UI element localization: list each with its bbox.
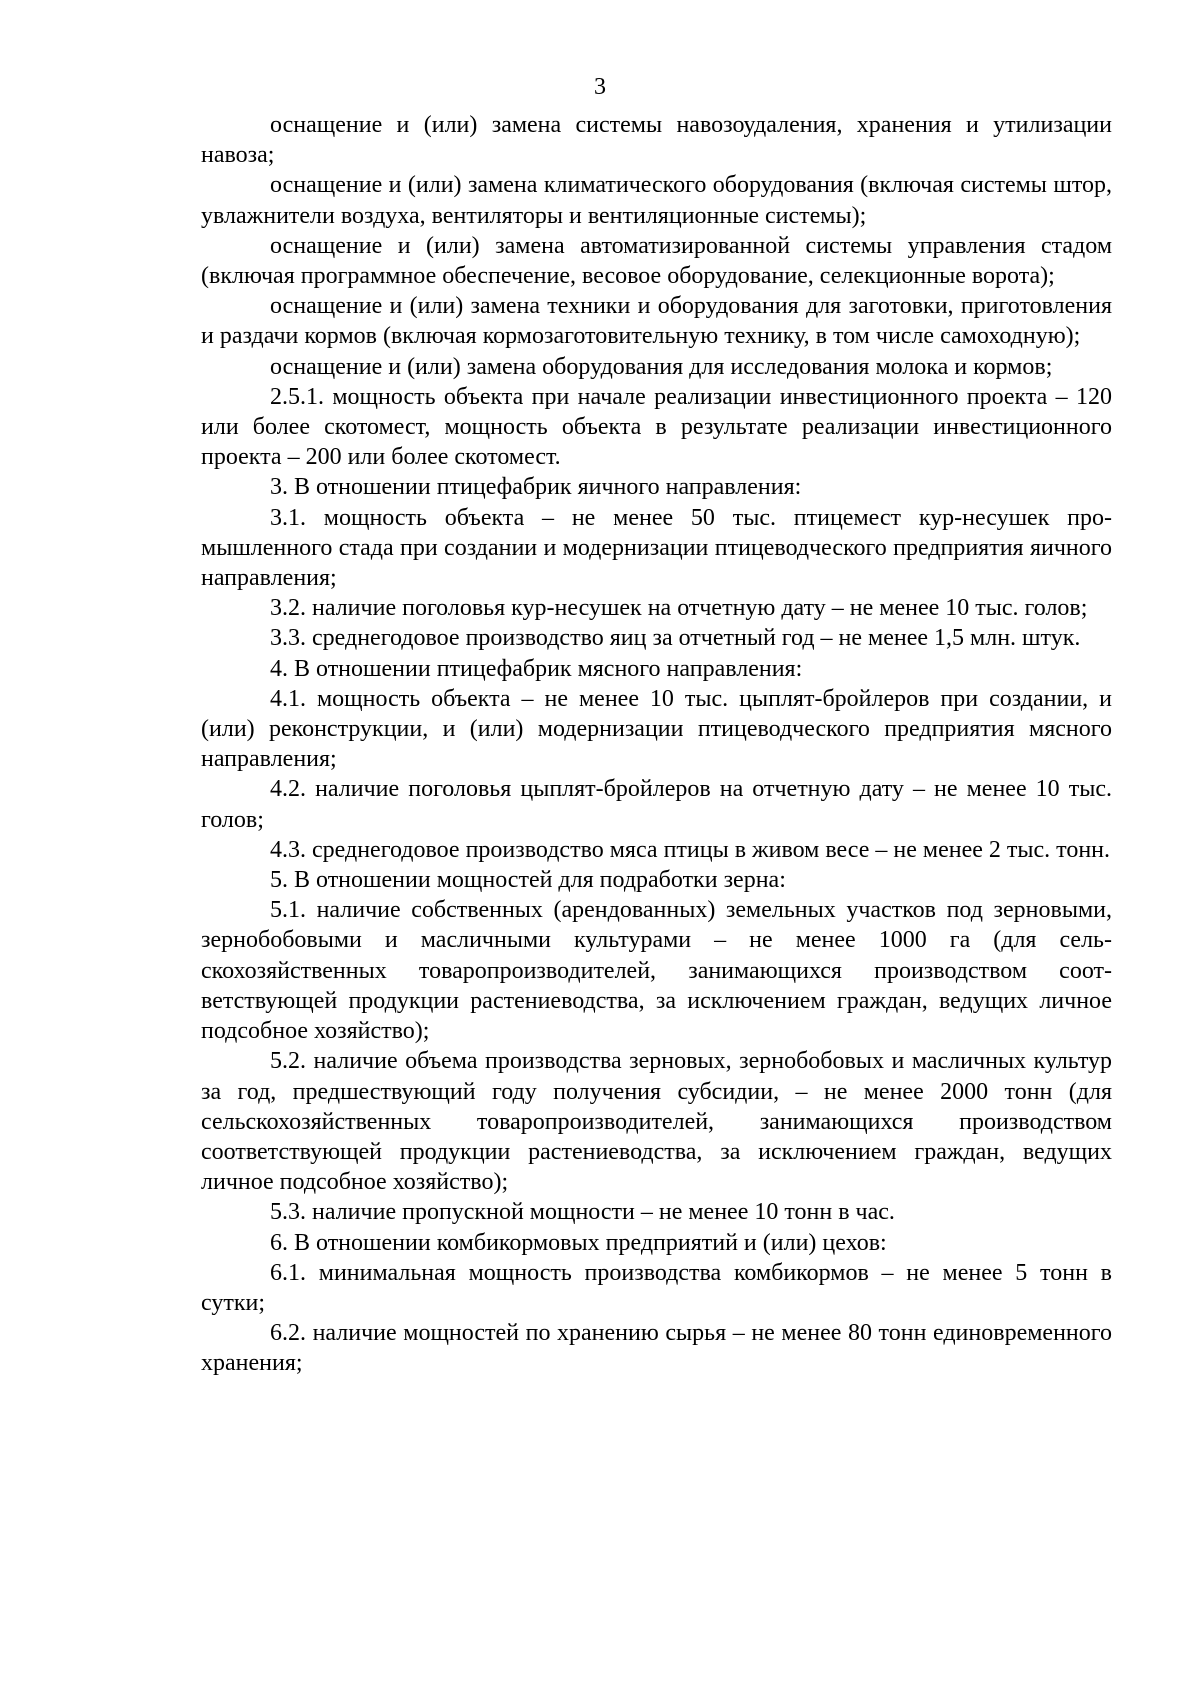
- paragraph: оснащение и (или) замена техники и оборудования для заготовки, приготовления и раздачи кормов (включая кормозаготовительную технику, в том числе самоходную);: [201, 293, 1112, 350]
- section-heading: 5. В отношении мощностей для подработки зерна:: [270, 867, 786, 894]
- section-heading: 3. В отношении птицефабрик яичного направления:: [270, 474, 802, 501]
- paragraph: 4.2. наличие поголовья цыплят-бройлеров на отчетную дату – не менее 10 тыс. голов;: [201, 776, 1112, 833]
- paragraph: 4.3. среднегодовое производство мяса птицы в живом весе – не менее 2 тыс. тонн.: [270, 836, 1111, 863]
- paragraph: 6.2. наличие мощностей по хранению сырья – не менее 80 тонн единовременного хранения;: [201, 1320, 1112, 1377]
- paragraph: оснащение и (или) замена климатического оборудования (включая системы штор, увлажнители воздуха, вентиляторы и вентиляционные системы);: [201, 172, 1112, 229]
- paragraph: 3.1. мощность объекта – не менее 50 тыс. птицемест кур-несушек промышленного стада при создании и модернизации птицеводческого предприятия яичного направления;: [201, 504, 1112, 592]
- document-body: [201, 110, 1112, 1379]
- paragraph: оснащение и (или) замена системы навозоудаления, хранения и утилизации навоза;: [201, 112, 1112, 169]
- paragraph: 5.1. наличие собственных (арендованных) земельных участков под зерновыми, зернобобовыми и масличными культурами – не менее 1000 га (для сельскохозяйственных товаропроизводителей, занимающихся производством соответствующей продукции растениеводства, за исключением граждан, ведущих личное подсобное хозяйство);: [201, 897, 1112, 1045]
- paragraph: 3.2. наличие поголовья кур-несушек на отчетную дату – не менее 10 тыс. голов;: [270, 595, 1088, 622]
- section-heading: 6. В отношении комбикормовых предприятий и (или) цехов:: [270, 1229, 887, 1256]
- section-heading: 4. В отношении птицефабрик мясного направления:: [270, 655, 803, 682]
- paragraph: 5.3. наличие пропускной мощности – не менее 10 тонн в час.: [270, 1199, 895, 1226]
- page-number: 3: [594, 74, 606, 100]
- paragraph: 2.5.1. мощность объекта при начале реализации инвестиционного проекта – 120 или более скотомест, мощность объекта в результате реализации инвестиционного проекта – 200 или более скотомест.: [201, 383, 1112, 471]
- paragraph: 4.1. мощность объекта – не менее 10 тыс. цыплят-бройлеров при создании, и (или) реконструкции, и (или) модернизации птицеводческого предприятия мясного направления;: [201, 685, 1112, 773]
- paragraph: 3.3. среднегодовое производство яиц за отчетный год – не менее 1,5 млн. штук.: [270, 625, 1081, 652]
- paragraph: 5.2. наличие объема производства зерновых, зернобобовых и масличных культур за год, предшествующий году получения субсидии, – не менее 2000 тонн (для сельскохозяйственных товаропроизводителей, занимающихся производством соответствующей продукции растениеводства, за исключением граждан, ведущих личное подсобное хозяйство);: [201, 1048, 1112, 1196]
- paragraph: 6.1. минимальная мощность производства комбикормов – не менее 5 тонн в сутки;: [201, 1259, 1112, 1316]
- paragraph: оснащение и (или) замена оборудования для исследования молока и кормов;: [270, 353, 1053, 380]
- paragraph: оснащение и (или) замена автоматизированной системы управления стадом (включая программное обеспечение, весовое оборудование, селекционные ворота);: [201, 232, 1112, 290]
